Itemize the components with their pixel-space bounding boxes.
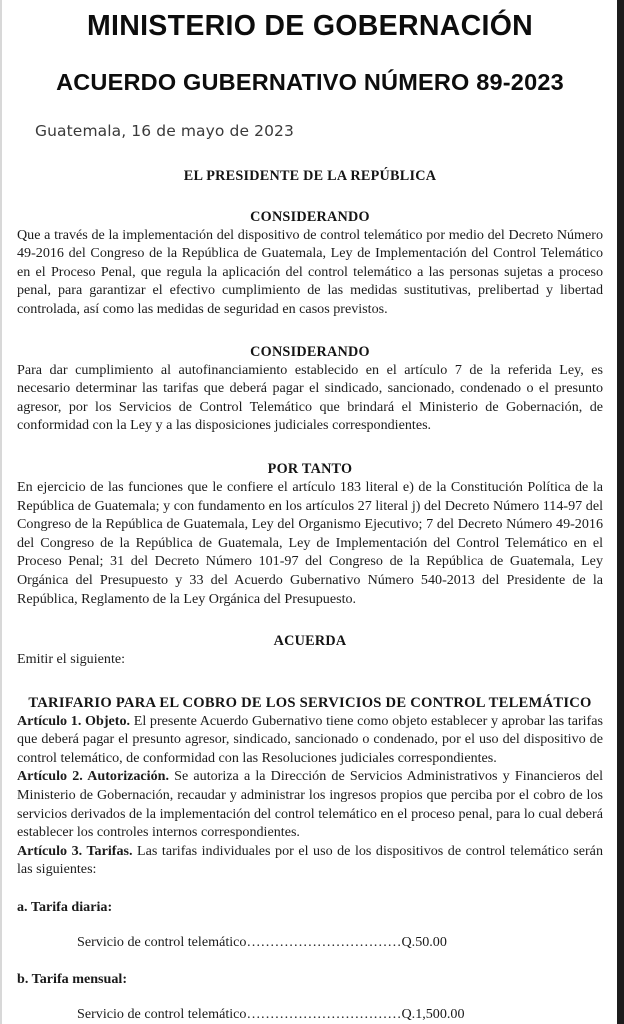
masthead xyxy=(17,0,603,95)
paragraph-emitir: Emitir el siguiente: xyxy=(17,651,126,668)
acuerdo-number-title: ACUERDO GUBERNATIVO NÚMERO 89-2023 xyxy=(56,68,564,95)
heading-por-tanto: POR TANTO xyxy=(267,460,353,477)
heading-acuerda: ACUERDA xyxy=(273,633,347,650)
heading-presidente: EL PRESIDENTE DE LA REPÚBLICA xyxy=(183,167,437,184)
paragraph-considerando-2: Para dar cumplimiento al autofinanciamiento establecido en el artículo 7 de la referida Ley, es necesario determinar las tarifas que deberá pagar el sindicado, sancionado, condenado o el presunto agresor, por los Servicios de Control Telemático que brindará el Ministerio de Gobernación, de conformidad con la Ley y a las disposiciones judiciales correspondientes. xyxy=(17,361,603,434)
paragraph-por-tanto: En ejercicio de las funciones que le confiere el artículo 183 literal e) de la Constitución Política de la República de Guatemala; y con fundamento en los artículos 27 literal j) del Decreto Número 114-97 del Congreso de la República de Guatemala, Ley del Organismo Ejecutivo; 7 del Decreto Número 49-2016 del Congreso de la República de Guatemala, Ley de Implementación del Control Telemático en el Proceso Penal; 31 del Decreto Número 101-97 del Congreso de la República de Guatemala, Ley Orgánica del Presupuesto y 33 del Acuerdo Gubernativo Número 540-2013 del Presidente de la República, Reglamento de la Ley Orgánica del Presupuesto. xyxy=(17,478,603,607)
heading-considerando-1: CONSIDERANDO xyxy=(250,208,370,225)
article-2-label: Artículo 2. Autorización. xyxy=(17,768,170,785)
article-3-text: Las tarifas individuales por el uso de los dispositivos de control telemático serán las siguientes: xyxy=(17,842,603,878)
tarifa-mensual-label: b. Tarifa mensual: xyxy=(17,971,128,988)
tarifa-diaria-label: a. Tarifa diaria: xyxy=(17,899,113,916)
heading-considerando-2: CONSIDERANDO xyxy=(250,343,370,360)
issue-date: Guatemala, 16 de mayo de 2023 xyxy=(35,121,294,140)
tarifa-mensual-line: Servicio de control telemático……………………………Q.1,500.00 xyxy=(77,1006,465,1023)
article-2 xyxy=(17,767,603,841)
article-3-label: Artículo 3. Tarifas. xyxy=(17,842,133,859)
heading-tarifario: TARIFARIO PARA EL COBRO DE LOS SERVICIOS DE CONTROL TELEMÁTICO xyxy=(28,694,592,711)
ministry-title: MINISTERIO DE GOBERNACIÓN xyxy=(86,10,534,42)
paragraph-considerando-1: Que a través de la implementación del dispositivo de control telemático por medio del Decreto Número 49-2016 del Congreso de la República de Guatemala, Ley de Implementación del Control Telemático en el Proceso Penal, que regula la aplicación del control telemático a las personas sujetas a proceso penal, para garantizar el efectivo cumplimiento de las medidas sustitutivas, prelibertad y libertad controlada, así como las medidas de seguridad en casos previstos. xyxy=(17,226,603,317)
article-1 xyxy=(17,712,603,768)
article-3 xyxy=(17,842,603,879)
decree-content xyxy=(17,140,603,1024)
article-1-text: El presente Acuerdo Gubernativo tiene como objeto establecer y aprobar las tarifas que deberá pagar el presunto agresor, sindicado, sancionado o condenado, por el uso del dispositivo de control telemático, de conformidad con las Resoluciones judiciales correspondientes. xyxy=(17,712,603,766)
article-2-text: Se autoriza a la Dirección de Servicios Administrativos y Financieros del Ministerio de Gobernación, recaudar y administrar los ingresos propios que perciba por el cobro de los servicios derivados de la implementación del control telemático en el proceso penal, para lo cual deberá establecer los controles internos correspondientes. xyxy=(17,768,603,841)
tarifa-diaria-line: Servicio de control telemático……………………………Q.50.00 xyxy=(77,934,447,951)
document-body xyxy=(2,0,617,1024)
article-1-label: Artículo 1. Objeto. xyxy=(17,712,131,729)
